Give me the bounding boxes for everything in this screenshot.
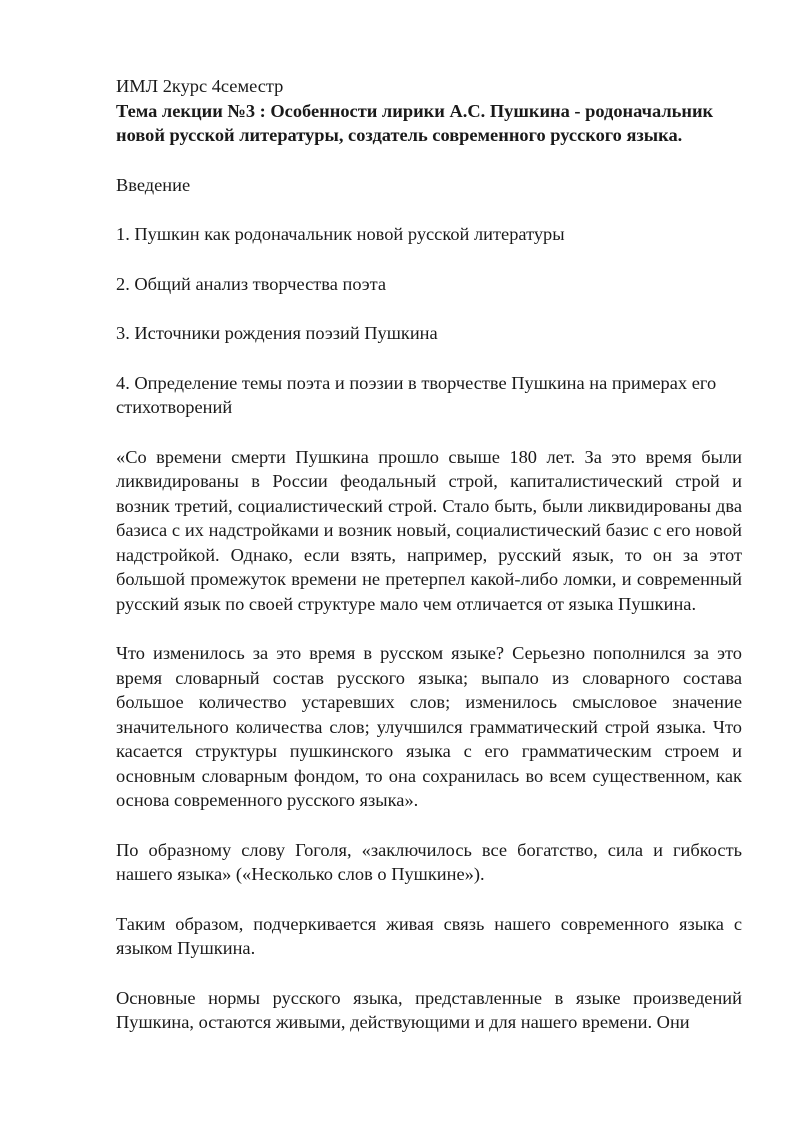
paragraph-language-norms: Основные нормы русского языка, представленные в языке произведений Пушкина, остаются живыми, действующими и для нашего времени. Они	[116, 987, 742, 1032]
lecture-title: Тема лекции №3 : Особенности лирики А.С. Пушкина - родоначальник новой русской литературы, создатель современного русского языка.	[116, 100, 714, 145]
course-line: ИМЛ 2курс 4семестр	[116, 76, 284, 96]
plan-item-intro: Введение	[116, 174, 191, 195]
plan-item-3: 3. Источники рождения поэзий Пушкина	[116, 323, 438, 343]
paragraph-quote-part-1: «Со времени смерти Пушкина прошло свыше 180 лет. За это время были ликвидированы в России феодальный строй, капиталистический строй и возник третий, социалистический строй. Стало быть, были ликвидированы два базиса с их надстройками и возник новый, социалистический базис с его новой надстройкой. Однако, если взять, например, русский язык, то он за этот большой промежуток времени не претерпел какой-либо ломки, и современный русский язык по своей структуре мало чем отличается от языка Пушкина.	[116, 446, 742, 614]
plan-item-2: 2. Общий анализ творчества поэта	[116, 273, 387, 294]
plan-item-1: 1. Пушкин как родоначальник новой русской литературы	[116, 224, 565, 244]
paragraph-gogol: По образному слову Гоголя, «заключилось все богатство, сила и гибкость нашего языка» («Несколько слов о Пушкине»).	[116, 839, 742, 884]
paragraph-living-connection: Таким образом, подчеркивается живая связь нашего современного языка с языком Пушкина.	[116, 913, 742, 958]
document-body	[116, 74, 742, 1060]
plan-item-4: 4. Определение темы поэта и поэзии в творчестве Пушкина на примерах его стихотворений	[116, 372, 717, 417]
paragraph-quote-part-2: Что изменилось за это время в русском языке? Серьезно пополнился за это время словарный состав русского языка; выпало из словарного состава большое количество устаревших слов; изменилось смысловое значение значительного количества слов; улучшился грамматический строй языка. Что касается структуры пушкинского языка с его грамматическим строем и основным словарным фондом, то она сохранилась во всем существенном, как основа современного русского языка».	[116, 643, 742, 810]
